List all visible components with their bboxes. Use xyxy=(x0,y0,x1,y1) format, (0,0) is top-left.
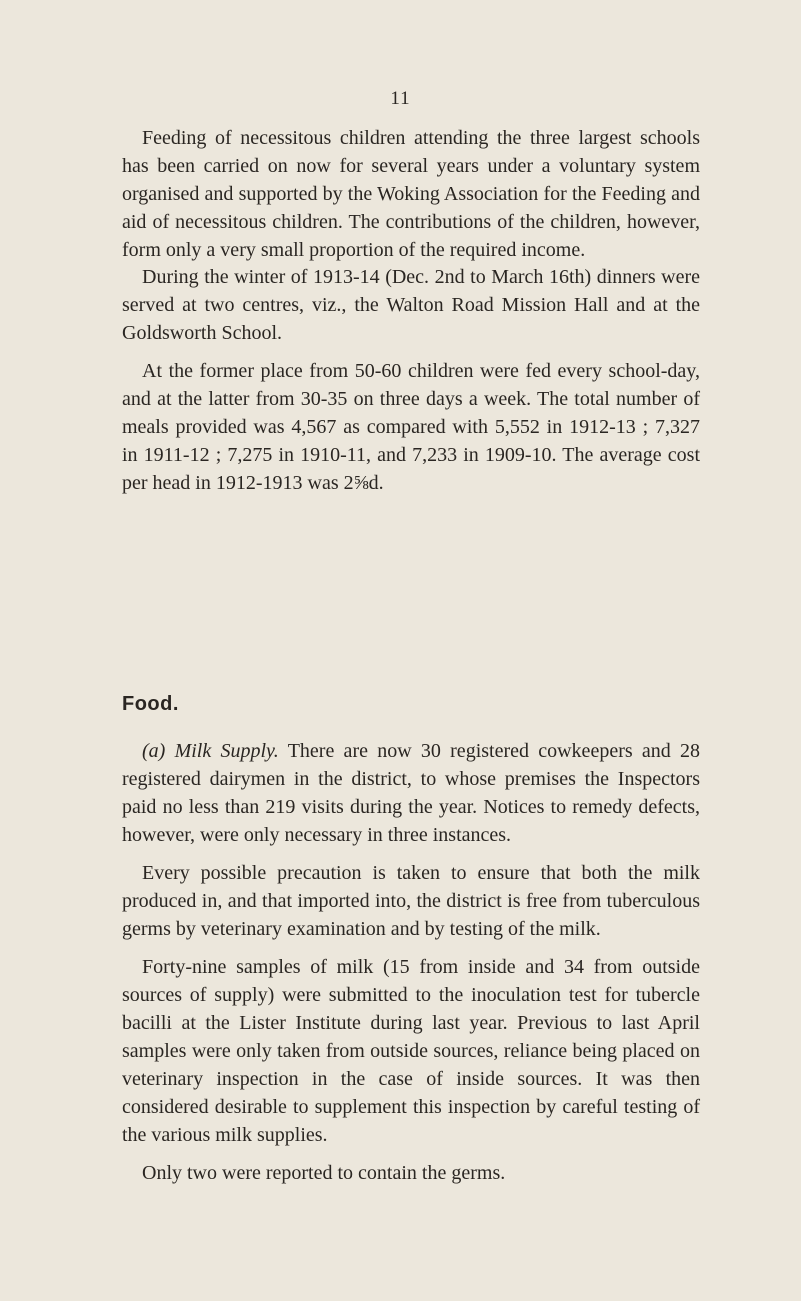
section-heading-food: Food. xyxy=(122,693,179,715)
paragraph-milk-supply xyxy=(122,737,700,849)
paragraph-feeding-intro: Feeding of necessitous children attending the three largest schools has been carried on now for several years under a voluntary system organised and supported by the Woking Association for the Feeding and aid of necessitous children. The contributions of the children, however, form only a very small proportion of the required income. xyxy=(122,127,700,261)
text-block-dinners xyxy=(122,263,700,497)
milk-supply-text: There are now 30 registered cowkeepers and 28 registered dairymen in the district, to whose premises the Inspectors paid no less than 219 visits during the year. Notices to remedy defects, however, were only necessary in three instances. xyxy=(122,740,701,846)
text-block-feeding xyxy=(122,124,700,264)
page-number: 11 xyxy=(390,88,411,109)
paragraph-samples: Forty-nine samples of milk (15 from inside and 34 from outside sources of supply) were submitted to the inoculation test for tubercle bacilli at the Lister Institute during last year. Previous to last April samples were only taken from outside sources, reliance being placed on veterinary inspection in the case of inside sources. It was then considered desirable to supplement this inspection by careful testing of the various milk supplies. xyxy=(122,956,700,1146)
paragraph-winter-dinners: During the winter of 1913-14 (Dec. 2nd to March 16th) dinners were served at two centres, viz., the Walton Road Mission Hall and at the Goldsworth School. xyxy=(122,266,700,344)
milk-supply-label: (a) Milk Supply. xyxy=(142,740,279,762)
text-block-milk-supply xyxy=(122,737,700,1187)
paragraph-germs-result: Only two were reported to contain the germs. xyxy=(142,1162,506,1184)
paragraph-meals-statistics: At the former place from 50-60 children were fed every school-day, and at the latter from 30-35 on three days a week. The total number of meals provided was 4,567 as compared with 5,552 in 1912-13 ; 7,327 in 1911-12 ; 7,275 in 1910-11, and 7,233 in 1909-10. The average cost per head in 1912-1913 was 2⅝d. xyxy=(122,360,700,494)
paragraph-precautions: Every possible precaution is taken to ensure that both the milk produced in, and that imported into, the district is free from tuberculous germs by veterinary examination and by testing of the milk. xyxy=(122,862,700,940)
